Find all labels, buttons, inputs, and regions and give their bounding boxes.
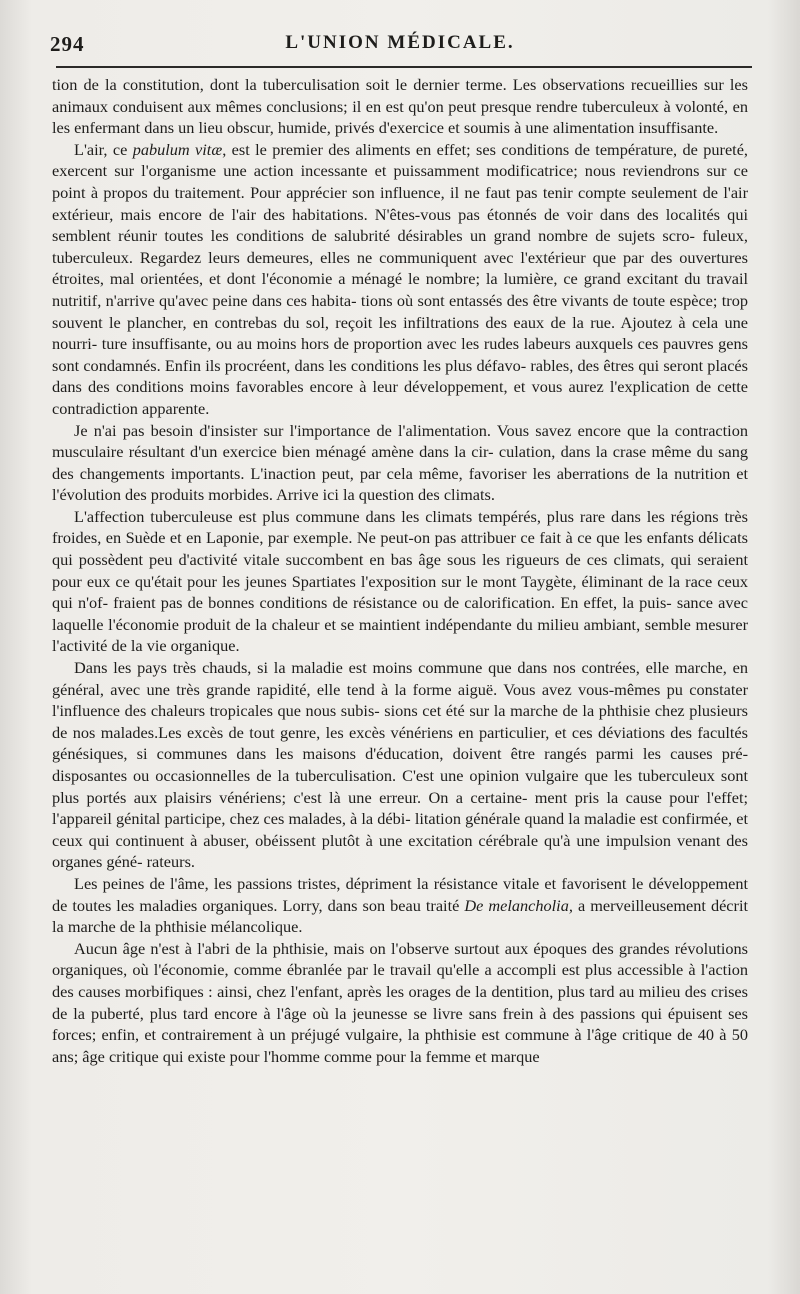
paragraph-7: Aucun âge n'est à l'abri de la phthisie, mais on l'observe surtout aux époques des grandes révolutions organiques, où l'économie, comme ébranlée par le travail qu'elle a accompli est plus accessible à l'action des causes morbifiques : ainsi, chez l'enfant, après les orages de la dentition, plus tard au milieu des crises de la puberté, plus tard encore à l'âge où la jeunesse se livre sans frein à des passions qui épuisent ses forces; enfin, et contrairement à un préjugé vulgaire, la phthisie est commune à l'âge critique de 40 à 50 ans; âge critique qui existe pour l'homme comme pour la femme et marque bbox=[52, 938, 748, 1066]
latin-term: pabulum vitæ bbox=[132, 139, 223, 159]
paragraph-6 bbox=[52, 873, 748, 938]
page-number: 294 bbox=[50, 32, 85, 56]
page-header bbox=[48, 28, 752, 62]
header-rule bbox=[56, 66, 752, 68]
running-head: L'UNION MÉDICALE. bbox=[285, 32, 515, 53]
paragraph-1: tion de la constitution, dont la tuberculisation soit le dernier terme. Les observations recueillies sur les animaux conduisent aux mêmes conclusions; il en est qu'on peut presque rendre tuberculeux à volonté, en les enfermant dans un lieu obscur, humide, privés d'exercice et soumis à une alimentation insuffisante. bbox=[52, 75, 748, 138]
paragraph-2-start: L'air, ce bbox=[74, 139, 133, 159]
paragraph-6-rest: a merveilleusement décrit la marche de la phthisie mélancolique. bbox=[52, 895, 749, 937]
paragraph-2-rest: , est le premier des aliments en effet; ses conditions de température, de pureté, exercent sur l'organisme une action incessante et puissamment modificatrice; nous reviendrons sur ce point à propos du traitement. Pour apprécier son influence, il ne faut pas tenir compte seulement de l'air extérieur, mais encore de l'air des habitations. N'êtes-vous pas étonnés de voir dans des localités qui semblent réunir toutes les conditions de salubrité désirables un grand nombre de sujets scro- fuleux, tuberculeux. Regardez leurs demeures, elles ne communiquent avec l'extérieur que par des ouvertures étroites, mal orientées, et dont l'économie a ménagé le nombre; la lumière, ce grand excitant du travail nutritif, n'arrive qu'avec peine dans ces habita- tions où sont entassés des être vivants de toute espèce; trop souvent le plancher, en contrebas du sol, reçoit les infiltrations des eaux de la rue. Ajoutez à cela une nourri- ture insuffisante, ou au moins hors de proportion avec les rudes labeurs auxquels ces pauvres gens sont condamnés. Enfin ils procréent, dans les conditions les plus défavo- rables, des êtres qui seront placés dans des conditions moins favorables encore à leur développement, et vous aurez l'explication de cette contradiction apparente. bbox=[52, 139, 748, 418]
paragraph-2 bbox=[52, 139, 748, 420]
paragraph-6-start: Les peines de l'âme, les passions tristes, dépriment la résistance vitale et favorisent le développement de toutes les maladies organiques. Lorry, dans son beau traité bbox=[52, 873, 748, 915]
paragraph-5: Dans les pays très chauds, si la maladie est moins commune que dans nos contrées, elle marche, en général, avec une très grande rapidité, elle tend à la forme aiguë. Vous avez vous-mêmes pu constater l'influence des chaleurs tropicales que nous subis- sions cet été sur la marche de la phthisie chez plusieurs de nos malades.Les excès de tout genre, les excès vénériens en particulier, et ces déviations des facultés génésiques, si communes dans les maisons d'éducation, doivent être rangés parmi les causes pré- disposantes ou occasionnelles de la tuberculisation. C'est une opinion vulgaire que les tuberculeux sont plus portés aux plaisirs vénériens; c'est là une erreur. On a certaine- ment pris la cause pour l'effet; l'appareil génital participe, chez ces malades, à la débi- litation générale quand la maladie est confirmée, et ceux qui continuent à abuser, obéissent plutôt à une excitation cérébrale qu'à une impulsion venant des organes géné- rateurs. bbox=[52, 658, 748, 872]
book-title: De melancholia, bbox=[464, 895, 573, 915]
paragraph-4: L'affection tuberculeuse est plus commune dans les climats tempérés, plus rare dans les régions très froides, en Suède et en Laponie, par exemple. Ne peut-on pas attribuer ce fait à ce que les enfants délicats qui possèdent peu d'activité vitale succombent en bas âge sous les rigueurs de ces climats, qui seraient pour eux ce qu'était pour les jeunes Spartiates l'exposition sur le mont Taygète, éliminant de la race ceux qui n'of- fraient pas de bonnes conditions de résistance ou de calorification. En effet, la puis- sance avec laquelle l'économie produit de la chaleur et se maintient indépendante du milieu ambiant, semble mesurer l'activité de la vie organique. bbox=[52, 506, 748, 656]
body-text bbox=[52, 74, 748, 1067]
paragraph-3: Je n'ai pas besoin d'insister sur l'importance de l'alimentation. Vous savez encore que la contraction musculaire résultant d'un exercice bien ménagé amène dans la cir- culation, dans la crase même du sang des changements importants. L'inaction peut, par cela même, favoriser les aberrations de la nutrition et l'évolution des produits morbides. Arrive ici la question des climats. bbox=[52, 420, 748, 505]
